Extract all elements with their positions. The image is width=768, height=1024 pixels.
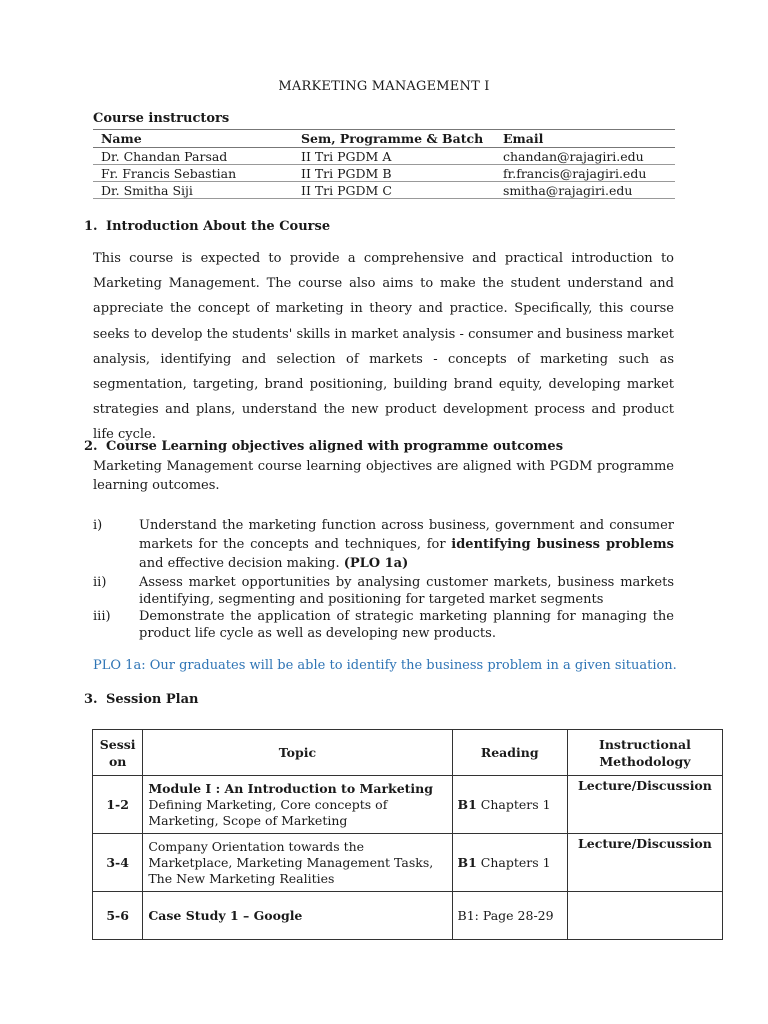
instructor-batch: II Tri PGDM A — [293, 148, 495, 165]
instructor-batch: II Tri PGDM B — [293, 165, 495, 182]
session-topic — [143, 776, 452, 834]
table-row — [93, 834, 723, 892]
instructor-email: smitha@rajagiri.edu — [495, 182, 675, 199]
instructor-email: chandan@rajagiri.edu — [495, 148, 675, 165]
column-header-name: Name — [93, 130, 293, 148]
instructor-batch: II Tri PGDM C — [293, 182, 495, 199]
session-topic — [143, 834, 452, 892]
table-row — [93, 182, 675, 199]
reading-chapters: Chapters 1 — [476, 854, 551, 870]
document-title: MARKETING MANAGEMENT I — [278, 79, 490, 94]
section-number: 1. — [84, 219, 98, 234]
column-header-email: Email — [495, 130, 675, 148]
header-text: Sessi — [99, 736, 136, 752]
session-reading — [452, 776, 567, 834]
table-row — [93, 892, 723, 940]
session-methodology: Lecture/Discussion — [567, 834, 722, 892]
objective-numeral: i) — [93, 518, 103, 533]
objective-item — [93, 516, 674, 573]
reading-book: B1 — [457, 854, 477, 870]
section-title: Session Plan — [106, 692, 199, 707]
objective-text-part: and effective decision making. — [139, 556, 344, 571]
section-number: 2. — [84, 439, 98, 454]
session-topic: Case Study 1 – Google — [143, 892, 452, 940]
session-plan-table — [92, 729, 723, 940]
session-reading — [452, 834, 567, 892]
objective-numeral: iii) — [93, 609, 111, 624]
session-number: 1-2 — [93, 776, 143, 834]
session-methodology — [567, 892, 722, 940]
session-plan-header-row — [93, 730, 723, 776]
instructors-table — [93, 129, 675, 199]
objective-text — [139, 516, 674, 573]
topic-line: Marketing, Scope of Marketing — [148, 812, 348, 828]
objective-numeral: ii) — [93, 575, 107, 590]
table-row — [93, 148, 675, 165]
topic-line: Company Orientation towards the — [148, 838, 365, 854]
instructor-name: Dr. Chandan Parsad — [93, 148, 293, 165]
instructor-name: Fr. Francis Sebastian — [93, 165, 293, 182]
section-1-heading — [84, 219, 330, 234]
plo-note: PLO 1a: Our graduates will be able to identify the business problem in a given situation. — [93, 658, 677, 673]
instructors-header-row — [93, 130, 675, 148]
table-row — [93, 165, 675, 182]
column-header-session — [93, 730, 143, 776]
objective-item — [93, 608, 674, 642]
session-methodology: Lecture/Discussion — [567, 776, 722, 834]
session-reading: B1: Page 28-29 — [452, 892, 567, 940]
section-2-heading — [84, 439, 563, 454]
section-title: Course Learning objectives aligned with programme outcomes — [106, 439, 564, 454]
topic-line: Marketplace, Marketing Management Tasks, — [148, 854, 434, 870]
reading-book: B1 — [457, 796, 477, 812]
instructor-name: Dr. Smitha Siji — [93, 182, 293, 199]
header-text: on — [108, 753, 127, 769]
topic-line: Defining Marketing, Core concepts of — [148, 796, 388, 812]
column-header-programme: Sem, Programme & Batch — [293, 130, 495, 148]
header-text: Instructional — [599, 736, 691, 752]
objective-text: Demonstrate the application of strategic marketing planning for managing the product life cycle as well as developing new products. — [139, 609, 674, 641]
column-header-topic: Topic — [143, 730, 452, 776]
section-1-body: This course is expected to provide a comprehensive and practical introduction to Marketing Management. The course also aims to make the student understand and appreciate the concept of marketing in theory and practice. Specifically, this course seeks to develop the students' skills in market analysis - consumer and business market analysis, identifying and selection of markets - concepts of marketing such as segmentation, targeting, brand positioning, building brand equity, developing market strategies and plans, understand the new product development process and product life cycle. — [93, 251, 674, 443]
table-row — [93, 776, 723, 834]
objective-emphasis: identifying business problems — [451, 537, 674, 552]
section-number: 3. — [84, 692, 98, 707]
topic-line: The New Marketing Realities — [148, 870, 335, 886]
objective-item — [93, 574, 674, 608]
header-text: Methodology — [599, 753, 691, 769]
instructors-heading: Course instructors — [93, 111, 230, 126]
column-header-reading: Reading — [452, 730, 567, 776]
section-2-intro: Marketing Management course learning objectives are aligned with PGDM programme learning outcomes. — [93, 459, 674, 493]
objective-text: Assess market opportunities by analysing customer markets, business markets identifying, segmenting and positioning for targeted market segments — [139, 575, 674, 607]
column-header-methodology — [567, 730, 722, 776]
section-3-heading — [84, 692, 198, 707]
section-title: Introduction About the Course — [106, 219, 331, 234]
reading-chapters: Chapters 1 — [476, 796, 551, 812]
session-number: 3-4 — [93, 834, 143, 892]
session-number: 5-6 — [93, 892, 143, 940]
instructor-email: fr.francis@rajagiri.edu — [495, 165, 675, 182]
plo-tag: (PLO 1a) — [343, 556, 409, 571]
topic-title: Module I : An Introduction to Marketing — [148, 780, 433, 796]
objective-text-part: Understand the marketing function across business, government and consumer markets for the concepts and techniques, for — [139, 518, 674, 552]
